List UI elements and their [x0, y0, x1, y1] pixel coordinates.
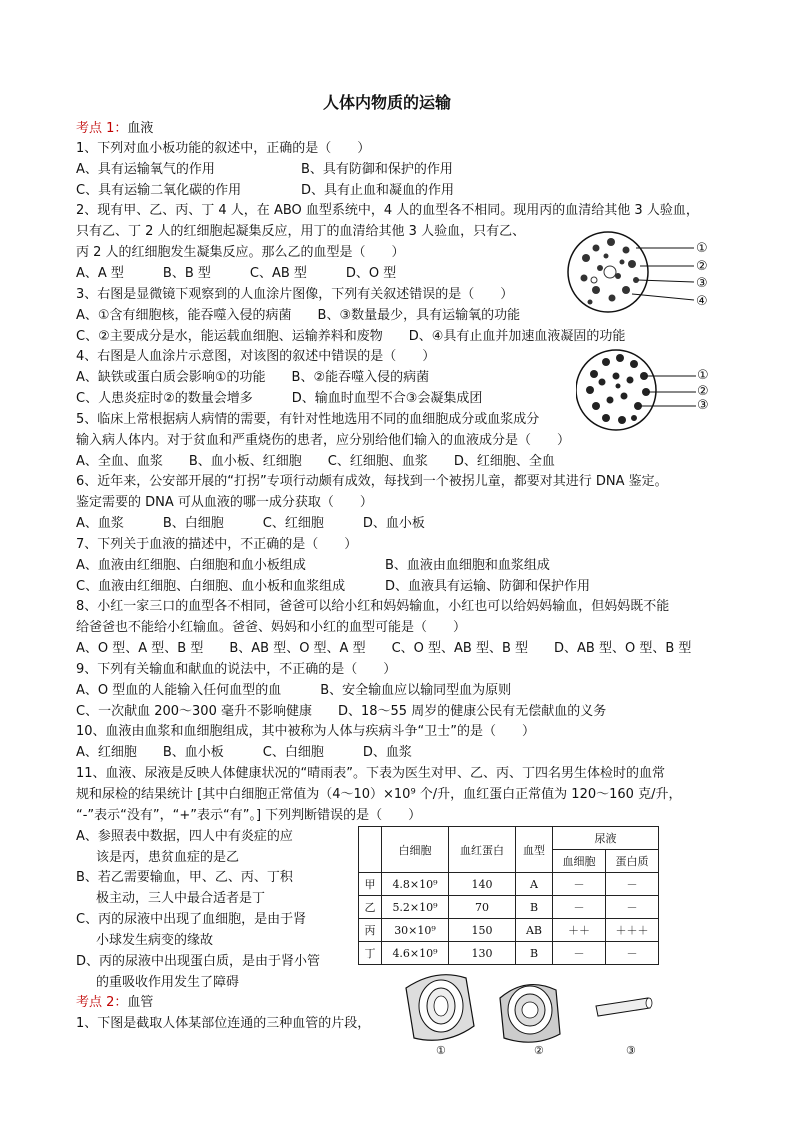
- q4-options-ab: A、缺铁或蛋白质会影响①的功能 B、②能吞噬入侵的病菌: [76, 370, 430, 385]
- table-row: [359, 942, 659, 965]
- cell: 乙: [359, 896, 382, 919]
- fig2-label-1: ①: [697, 368, 709, 383]
- table-header-urine: 尿液: [553, 827, 659, 850]
- blood-vessels-figure: [396, 968, 676, 1058]
- cell: 5.2×10⁹: [382, 896, 449, 919]
- question-9-stem: 9、下列有关输血和献血的说法中，不正确的是（ ）: [76, 662, 397, 677]
- section-label: 考点 2：: [76, 995, 128, 1010]
- blood-smear-figure-1-svg: [566, 228, 716, 318]
- section-heading-1: [76, 121, 153, 137]
- cell: －: [606, 873, 659, 896]
- page-title: 人体内物质的运输: [323, 93, 452, 112]
- q11-option-d-2: 的重吸收作用发生了障碍: [96, 975, 240, 990]
- q4-options-cd: C、人患炎症时②的数量会增多 D、输血时血型不合③会凝集成团: [76, 391, 483, 406]
- question-2-line-1: 2、现有甲、乙、丙、丁 4 人，在 ABO 血型系统中，4 人的血型各不相同。现用丙的血清给其他 3 人验血，: [76, 203, 699, 218]
- cell: ＋＋＋: [606, 919, 659, 942]
- cell: 130: [449, 942, 516, 965]
- cell: AB: [516, 919, 553, 942]
- vessel-label-3: ③: [626, 1044, 636, 1057]
- cell: 30×10⁹: [382, 919, 449, 942]
- table-header-hemoglobin: 血红蛋白: [449, 827, 516, 873]
- vessel-label-2: ②: [534, 1044, 544, 1057]
- section-heading-2: [76, 995, 153, 1011]
- cell: －: [553, 873, 606, 896]
- fig1-label-4: ④: [696, 294, 708, 309]
- cell: －: [606, 896, 659, 919]
- q11-option-c-2: 小球发生病变的缘故: [96, 933, 214, 948]
- q5-options: A、全血、血浆 B、血小板、红细胞 C、红细胞、血浆 D、红细胞、全血: [76, 454, 555, 469]
- question-4-stem: 4、右图是人血涂片示意图，对该图的叙述中错误的是（ ）: [76, 349, 436, 364]
- blood-smear-figure-1: [566, 228, 716, 318]
- vessel-question-stem: 1、下图是截取人体某部位连通的三种血管的片段，: [76, 1016, 371, 1031]
- cell: ＋＋: [553, 919, 606, 942]
- fig1-label-1: ①: [696, 241, 708, 256]
- q1-option-c: C、具有运输二氧化碳的作用: [76, 183, 242, 198]
- q11-option-b-2: 极主动，三人中最合适者是丁: [96, 891, 266, 906]
- question-11-line-1: 11、血液、尿液是反映人体健康状况的“晴雨表”。下表为医生对甲、乙、丙、丁四名男生体检时的血常: [76, 766, 666, 781]
- table-subheader-blood-cells: 血细胞: [553, 850, 606, 873]
- question-5-line-2: 输入病人体内。对于贫血和严重烧伤的患者，应分别给他们输入的血液成分是（ ）: [76, 433, 571, 448]
- q3-options-cd: C、②主要成分是水，能运载血细胞、运输养料和废物 D、④具有止血并加速血液凝固的功能: [76, 329, 626, 344]
- q11-option-a-2: 该是丙，患贫血症的是乙: [96, 850, 240, 865]
- table-row: [359, 919, 659, 942]
- cell: －: [553, 896, 606, 919]
- q1-option-d: D、具有止血和凝血的作用: [301, 183, 455, 198]
- cell: 4.6×10⁹: [382, 942, 449, 965]
- q8-options: A、O 型、A 型、B 型 B、AB 型、O 型、A 型 C、O 型、AB 型、B 型 D、AB 型、O 型、B 型: [76, 641, 692, 656]
- q9-options-ab: A、O 型血的人能输入任何血型的血 B、安全输血应以输同型血为原则: [76, 683, 512, 698]
- vessel-3-drawing: [596, 998, 652, 1016]
- table-row: [359, 896, 659, 919]
- cell: 4.8×10⁹: [382, 873, 449, 896]
- cell: B: [516, 942, 553, 965]
- section-label: 考点 1：: [76, 121, 128, 136]
- vessel-2-drawing: [500, 985, 560, 1043]
- cell: 70: [449, 896, 516, 919]
- q7-option-b: B、血液由血细胞和血浆组成: [385, 558, 550, 573]
- question-2-line-2: 只有乙、丁 2 人的红细胞起凝集反应，用丁的血清给其他 3 人验血，只有乙、: [76, 224, 526, 239]
- cell: 丁: [359, 942, 382, 965]
- question-2-line-3: 丙 2 人的红细胞发生凝集反应。那么乙的血型是（ ）: [76, 245, 405, 260]
- q11-option-a-1: A、参照表中数据，四人中有炎症的应: [76, 829, 293, 844]
- blood-smear-figure-2-svg: [576, 346, 716, 436]
- table-header-blood-type: 血型: [516, 827, 553, 873]
- cell: 甲: [359, 873, 382, 896]
- section-name: 血管: [127, 995, 154, 1010]
- question-10-stem: 10、血液由血浆和血细胞组成，其中被称为人体与疾病斗争“卫士”的是（ ）: [76, 724, 536, 739]
- q7-option-c: C、血液由红细胞、白细胞、血小板和血浆组成: [76, 579, 346, 594]
- q10-options: A、红细胞 B、血小板 C、白细胞 D、血浆: [76, 745, 412, 760]
- q11-option-c-1: C、丙的尿液中出现了血细胞，是由于肾: [76, 912, 307, 927]
- cell: B: [516, 896, 553, 919]
- question-6-line-1: 6、近年来，公安部开展的“打拐”专项行动颇有成效，每找到一个被拐儿童，都要对其进行 DNA 鉴定。: [76, 474, 668, 489]
- table-header-wbc: 白细胞: [382, 827, 449, 873]
- table-row: [359, 873, 659, 896]
- cell: －: [553, 942, 606, 965]
- table-header-corner: [359, 827, 382, 873]
- question-3-stem: 3、右图是显微镜下观察到的人血涂片图像，下列有关叙述错误的是（ ）: [76, 287, 514, 302]
- question-8-line-2: 给爸爸也不能给小红输血。爸爸、妈妈和小红的血型可能是（ ）: [76, 620, 467, 635]
- vessel-label-1: ①: [436, 1044, 446, 1057]
- q11-option-d-1: D、丙的尿液中出现蛋白质，是由于肾小管: [76, 954, 321, 969]
- cell: －: [606, 942, 659, 965]
- cell: 150: [449, 919, 516, 942]
- q7-option-d: D、血液具有运输、防御和保护作用: [385, 579, 591, 594]
- cell: 丙: [359, 919, 382, 942]
- cell: A: [516, 873, 553, 896]
- fig1-label-3: ③: [696, 276, 708, 291]
- question-8-line-1: 8、小红一家三口的血型各不相同，爸爸可以给小红和妈妈输血，小红也可以给妈妈输血，但妈妈既不能: [76, 599, 670, 614]
- question-5-line-1: 5、临床上常根据病人病情的需要，有针对性地选用不同的血细胞成分或血浆成分: [76, 412, 540, 427]
- q9-options-cd: C、一次献血 200～300 毫升不影响健康 D、18～55 周岁的健康公民有无偿献血的义务: [76, 704, 607, 719]
- section-name: 血液: [127, 121, 154, 136]
- q6-options: A、血浆 B、白细胞 C、红细胞 D、血小板: [76, 516, 425, 531]
- blood-smear-figure-2: [576, 346, 716, 436]
- question-7-stem: 7、下列关于血液的描述中，不正确的是（ ）: [76, 537, 358, 552]
- question-11-line-2: 规和尿检的结果统计 [其中白细胞正常值为（4～10）×10⁹ 个/升，血红蛋白正常值为 120～160 克/升，: [76, 787, 682, 802]
- question-11-line-3: “-”表示“没有”，“+”表示“有”。] 下列判断错误的是（ ）: [76, 808, 422, 823]
- checkup-table: [358, 826, 659, 965]
- cell: 140: [449, 873, 516, 896]
- q1-option-b: B、具有防御和保护的作用: [301, 162, 453, 177]
- table-subheader-protein: 蛋白质: [606, 850, 659, 873]
- question-6-line-2: 鉴定需要的 DNA 可从血液的哪一成分获取（ ）: [76, 495, 373, 510]
- q11-option-b-1: B、若乙需要输血，甲、乙、丙、丁积: [76, 870, 293, 885]
- fig2-label-3: ③: [697, 398, 709, 413]
- question-1-stem: 1、下列对血小板功能的叙述中，正确的是（ ）: [76, 141, 371, 156]
- fig1-label-2: ②: [696, 259, 708, 274]
- q1-option-a: A、具有运输氧气的作用: [76, 162, 215, 177]
- q2-options: A、A 型 B、B 型 C、AB 型 D、O 型: [76, 266, 397, 281]
- q7-option-a: A、血液由红细胞、白细胞和血小板组成: [76, 558, 306, 573]
- q3-options-ab: A、①含有细胞核，能吞噬入侵的病菌 B、③数量最少，具有运输氧的功能: [76, 308, 521, 323]
- fig2-label-2: ②: [697, 384, 709, 399]
- vessel-1-drawing: [406, 975, 474, 1041]
